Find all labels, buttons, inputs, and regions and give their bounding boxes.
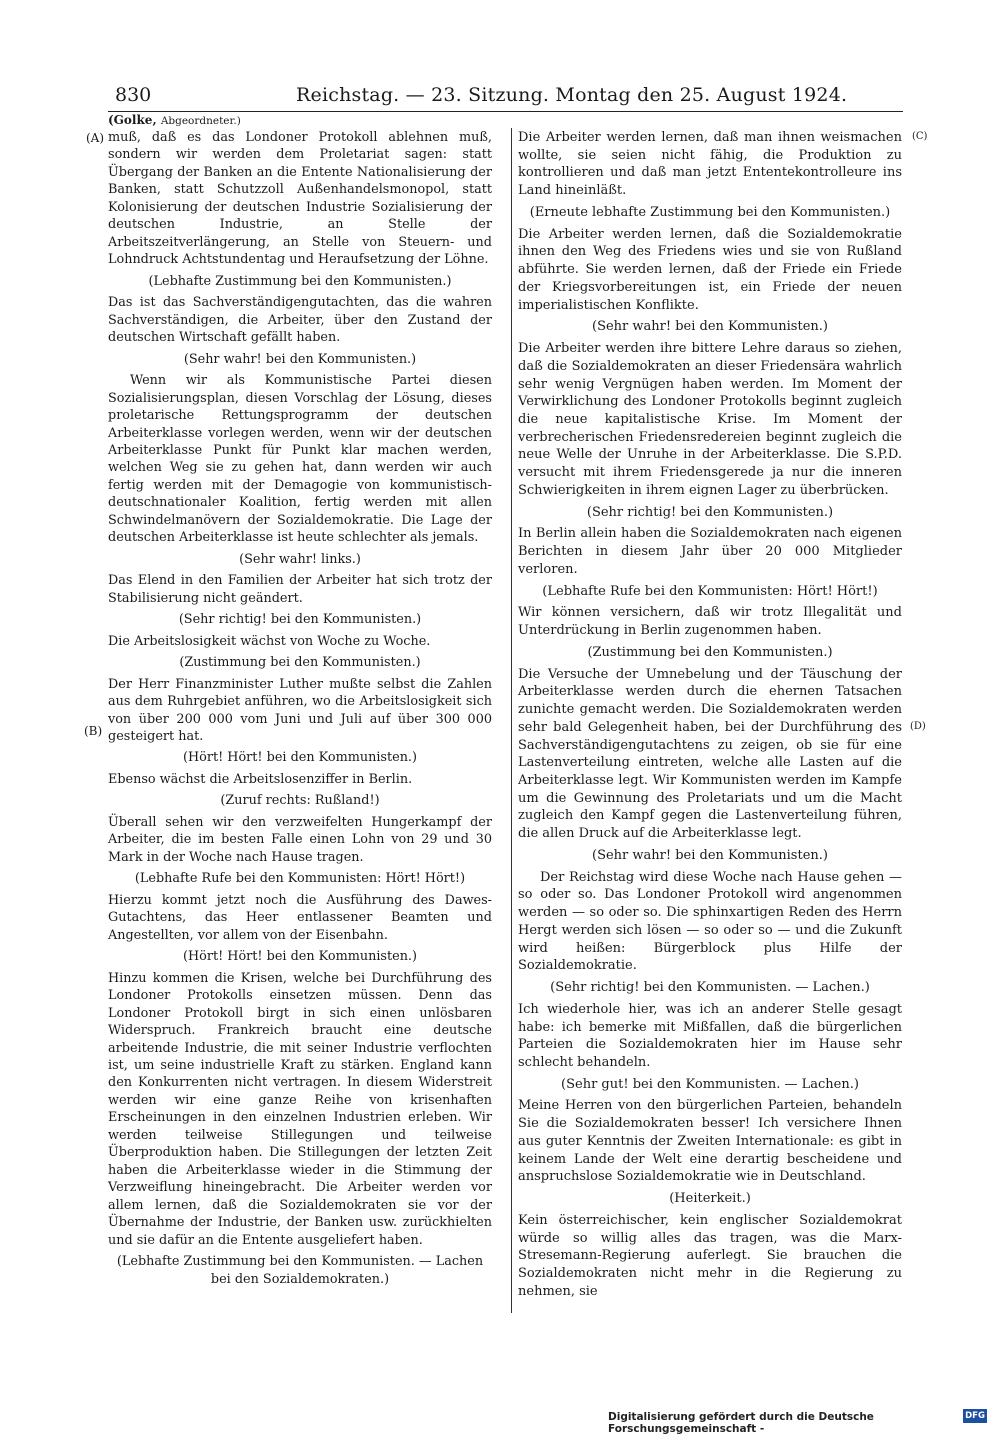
speech-paragraph: Wenn wir als Kommunistische Partei diesen Sozialisierungsplan, diesen Vorschlag der Lösung, dieses proletarische Rettungsprogramm der deutschen Arbeiterklasse vorlegen werden, wenn wir der deutschen Arbeiterklasse Punkt für Punkt klar machen werden, welchen Weg sie zu gehen hat, dann werden wir auch fertig werden mit der Demagogie von kommunistisch-deutschnationaler Koalition, fertig werden mit allen Schwindelmanövern der Sozialdemokratie. Die Lage der deutschen Arbeiterklasse ist heute schlechter als jemals. (108, 373, 492, 546)
interjection: (Sehr wahr! bei den Kommunisten.) (592, 847, 828, 863)
margin-marker-d: (D) (910, 721, 926, 732)
interjection: (Sehr wahr! bei den Kommunisten.) (183, 351, 417, 367)
interjection: (Lebhafte Zustimmung bei den Kommunisten. — Lachen bei den Sozialdemokraten.) (116, 1254, 484, 1287)
interjection: (Zuruf rechts: Rußland!) (220, 793, 380, 809)
speech-paragraph: Der Reichstag wird diese Woche nach Hause gehen — so oder so. Das Londoner Protokoll wird angenommen werden — so oder so. Die sphinxartigen Reden des Herrn Hergt werden sich lösen — so oder so — und die Zukunft wird heißen: Bürgerblock plus Hilfe der Sozialdemokratie. (518, 869, 902, 974)
header-rule (108, 111, 903, 112)
speaker-role: Abgeordneter.) (160, 115, 241, 127)
speech-paragraph: Die Versuche der Umnebelung und der Täuschung der Arbeiterklasse werden durch die ehernen Tatsachen zunichte gemacht werden. Die Sozialdemokraten werden sehr bald Gelegenheit haben, bei der Durchführung des Sachverständigengutachtens zu zeigen, ob sie für eine Lastenverteilung eintreten, welche alle Lasten auf die Arbeiterklasse legt. Wir Kommunisten werden im Kampfe um die Gewinnung des Proletariats und um die Macht zugleich den Kampf gegen die Lastenverteilung führen, die allen Druck auf die Arbeiterklasse legt. (518, 666, 902, 842)
margin-marker-b: (B) (84, 724, 103, 738)
speech-paragraph: Der Herr Finanzminister Luther mußte selbst die Zahlen aus dem Ruhrgebiet anführen, wo die Arbeitslosigkeit sich von über 200 000 vom Juni und Juli auf über 300 000 gesteigert hat. (108, 676, 492, 744)
speech-paragraph: Wir können versichern, daß wir trotz Illegalität und Unterdrückung in Berlin zugenommen haben. (518, 605, 902, 639)
speech-paragraph: Ebenso wächst die Arbeitslosenziffer in Berlin. (108, 771, 413, 787)
interjection: (Sehr richtig! bei den Kommunisten. — Lachen.) (550, 980, 870, 996)
speech-paragraph: In Berlin allein haben die Sozialdemokraten nach eigenen Berichten in diesem Jahr über 20 000 Mitglieder verloren. (518, 526, 902, 577)
speech-paragraph: Das Elend in den Familien der Arbeiter hat sich trotz der Stabilisierung nicht geändert. (108, 573, 492, 606)
digitization-credit: Digitalisierung gefördert durch die Deutsche Forschungsgemeinschaft - (608, 1411, 874, 1435)
interjection: (Sehr wahr! links.) (239, 551, 361, 567)
running-head: Reichstag. — 23. Sitzung. Montag den 25. August 1924. (296, 84, 848, 106)
interjection: (Heiterkeit.) (669, 1191, 751, 1207)
interjection: (Hört! Hört! bei den Kommunisten.) (182, 750, 417, 766)
interjection: (Sehr wahr! bei den Kommunisten.) (592, 319, 828, 335)
speaker-name: (Golke, (108, 113, 157, 127)
speech-paragraph: Die Arbeitslosigkeit wächst von Woche zu Woche. (108, 633, 431, 649)
interjection: (Zustimmung bei den Kommunisten.) (587, 644, 833, 660)
interjection: (Sehr gut! bei den Kommunisten. — Lachen.) (561, 1076, 859, 1092)
margin-marker-a: (A) (86, 131, 105, 145)
margin-marker-c: (C) (912, 131, 928, 142)
speech-paragraph: Überall sehen wir den verzweifelten Hungerkampf der Arbeiter, die im besten Falle einen Lohn von 29 und 30 Mark in der Woche nach Hause tragen. (108, 814, 492, 865)
interjection: (Erneute lebhafte Zustimmung bei den Kommunisten.) (529, 204, 891, 220)
speaker-label (108, 113, 241, 127)
speech-paragraph: Kein österreichischer, kein englischer Sozialdemokrat würde so willig alles das tragen, was die Marx-Stresemann-Regierung auferlegt. Sie brauchen die Sozialdemokraten nicht mehr in die Regierung zu nehmen, sie (518, 1212, 902, 1299)
interjection: (Sehr richtig! bei den Kommunisten.) (586, 504, 834, 520)
interjection: (Lebhafte Rufe bei den Kommunisten: Hört! Hört!) (134, 871, 466, 887)
speech-paragraph: Die Arbeiter werden lernen, daß die Sozialdemokratie ihnen den Weg des Friedens wies und sie von Rußland abführte. Sie werden lernen, daß der Friede ein Friede der Kriegsvorbereitungen ist, ein Friede der neuen imperialistischen Konflikte. (518, 226, 902, 313)
right-column (518, 129, 902, 1305)
interjection: (Lebhafte Rufe bei den Kommunisten: Hört! Hört!) (542, 583, 878, 599)
speech-paragraph: Hinzu kommen die Krisen, welche bei Durchführung des Londoner Protokolls einsetzen müssen. Denn das Londoner Protokoll birgt in sich einen unlösbaren Widerspruch. Frankreich braucht eine deutsche arbeitende Industrie, die mit seiner Industrie verflochten ist, um seine industrielle Kraft zu stärken. England kann den Konkurrenten nicht vertragen. In diesem Widerstreit werden wir eine ganze Reihe von krisenhaften Erscheinungen in den einzelnen Industrien erleben. Wir werden teilweise Stillegungen und teilweise Überproduktion haben. Die Stillegungen der letzten Zeit haben die Arbeiterklasse wieder in die Stimmung der Verzweiflung hineingebracht. Die Arbeiter werden vor allem lernen, daß die Sozialdemokraten sie vor der Übernahme der Industrie, der Banken usw. zurückhielten und sie dafür an die Entente ausgeliefert haben. (108, 970, 492, 1248)
speech-paragraph: Die Arbeiter werden ihre bittere Lehre daraus so ziehen, daß die Sozialdemokraten an dieser Friedensära wahrlich sehr wenig Vergnügen haben werden. Im Moment der Verwirklichung des Londoner Protokolls beginnt zugleich die neue kapitalistische Krise. Im Moment der verbrecherischen Friedensredereien beginnt zugleich die neue Welle der Unruhe in der Arbeiterklasse. Die S.P.D. versucht mit ihrem Friedensgerede ja nur die inneren Schwierigkeiten in ihrem eignen Lager zu überbrücken. (518, 341, 902, 498)
speech-paragraph: Das ist das Sachverständigengutachten, das die wahren Sachverständigen, die Arbeiter, über den Zustand der deutschen Wirtschaft gefällt haben. (108, 295, 492, 346)
speech-paragraph: Hierzu kommt jetzt noch die Ausführung des Dawes-Gutachtens, das Heer entlassener Beamten und Angestellten, vor allem von der Eisenbahn. (108, 892, 492, 943)
dfg-logo: DFG (963, 1409, 987, 1423)
interjection: (Hört! Hört! bei den Kommunisten.) (182, 949, 417, 965)
left-column (108, 129, 492, 1292)
speech-paragraph: muß, daß es das Londoner Protokoll ablehnen muß, sondern wir werden dem Proletariat sagen: statt Übergang der Banken an die Entente Nationalisierung der Banken, statt Schutzzoll Außenhandelsmonopol, statt Kolonisierung der deutschen Industrie Sozialisierung der deutschen Industrie, an Stelle der Arbeitszeitverlängerung, an Stelle von Steuern- und Lohndruck Achtstundentag und Heraufsetzung der Löhne. (108, 130, 492, 268)
speech-paragraph: Meine Herren von den bürgerlichen Parteien, behandeln Sie die Sozialdemokraten besser! Ich versichere Ihnen aus guter Kenntnis der Zweiten Internationale: es gibt in keinem Lande der Welt eine derartig bescheidene und anspruchslose Sozialdemokratie wie in Deutschland. (518, 1098, 902, 1185)
column-divider (511, 128, 512, 1313)
page-number: 830 (115, 84, 152, 106)
interjection: (Zustimmung bei den Kommunisten.) (179, 655, 421, 671)
speech-paragraph: Die Arbeiter werden lernen, daß man ihnen weismachen wollte, sie seien nicht fähig, die Produktion zu kontrollieren und daß man jetzt Ententekontrolleure ins Land hineinläßt. (518, 130, 902, 199)
interjection: (Lebhafte Zustimmung bei den Kommunisten.) (148, 273, 452, 289)
speech-paragraph: Ich wiederhole hier, was ich an anderer Stelle gesagt habe: ich bemerke mit Mißfallen, daß die bürgerlichen Parteien die Sozialdemokraten hier im Hause sehr schlecht behandeln. (518, 1001, 902, 1070)
interjection: (Sehr richtig! bei den Kommunisten.) (178, 612, 422, 628)
